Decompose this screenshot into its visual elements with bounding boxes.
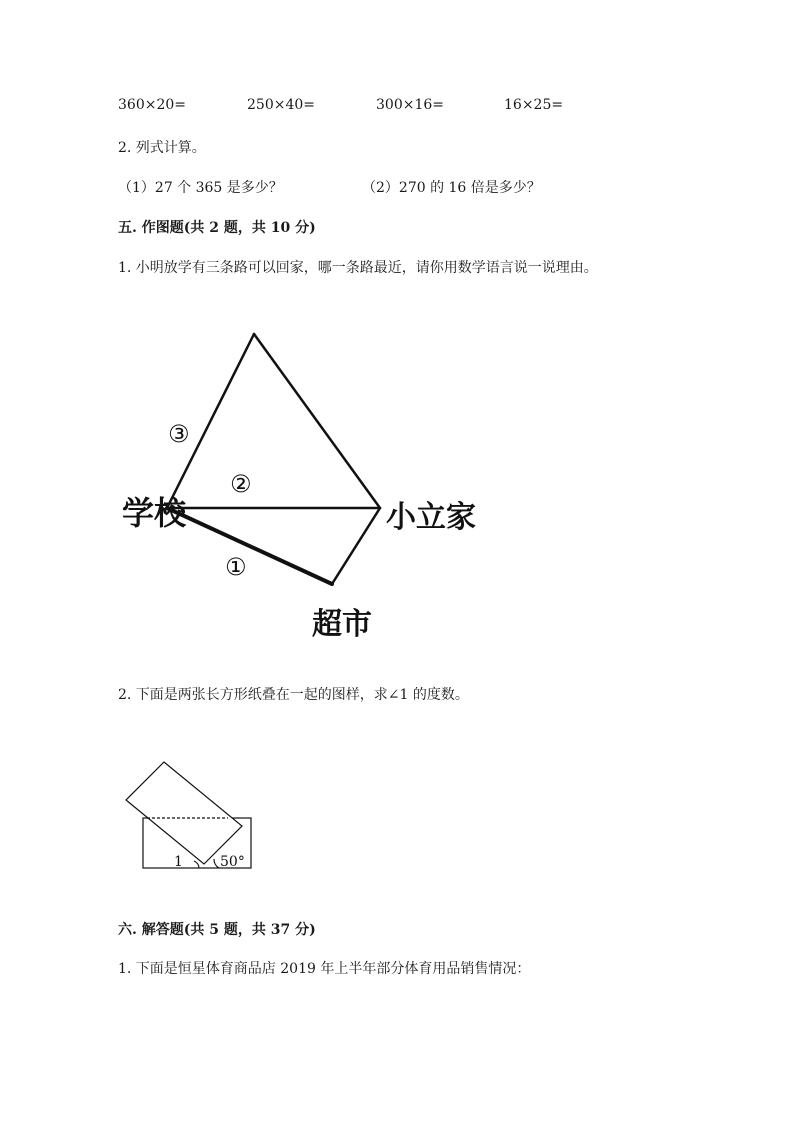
calc-item-3: 300×16=	[376, 97, 444, 113]
section6-heading: 六. 解答题(共 5 题，共 37 分)	[118, 922, 316, 938]
market-label: 超市	[312, 607, 372, 642]
angle1-label: 1	[174, 854, 183, 870]
route1-line-a	[167, 508, 332, 584]
route1-line-b	[332, 508, 380, 584]
s6-q1-text: 1. 下面是恒星体育商品店 2019 年上半年部分体育用品销售情况：	[118, 961, 531, 977]
calc-item-2: 250×40=	[247, 97, 315, 113]
calc-item-1: 360×20=	[118, 97, 186, 113]
route2-label: ②	[230, 470, 252, 498]
angle50-label: 50°	[220, 854, 245, 870]
section5-heading: 五. 作图题(共 2 题，共 10 分)	[118, 220, 316, 236]
route3-line-b	[254, 334, 380, 508]
angle50-arc	[214, 859, 219, 868]
s5-q2-text: 2. 下面是两张长方形纸叠在一起的图样，求∠1 的度数。	[118, 687, 469, 703]
calc-item-4: 16×25=	[504, 97, 564, 113]
angle1-arc	[194, 861, 199, 868]
s5-q1-text: 1. 小明放学有三条路可以回家，哪一条路最近，请你用数学语言说一说理由。	[118, 260, 598, 276]
route3-label: ③	[168, 420, 190, 448]
route1-label: ①	[225, 553, 247, 581]
school-label: 学校	[122, 494, 187, 532]
q2-title: 2. 列式计算。	[118, 140, 206, 156]
q2-sub-2: （2）270 的 16 倍是多少？	[362, 180, 541, 196]
q2-sub-1: （1）27 个 365 是多少？	[118, 180, 283, 196]
home-label: 小立家	[386, 500, 476, 535]
